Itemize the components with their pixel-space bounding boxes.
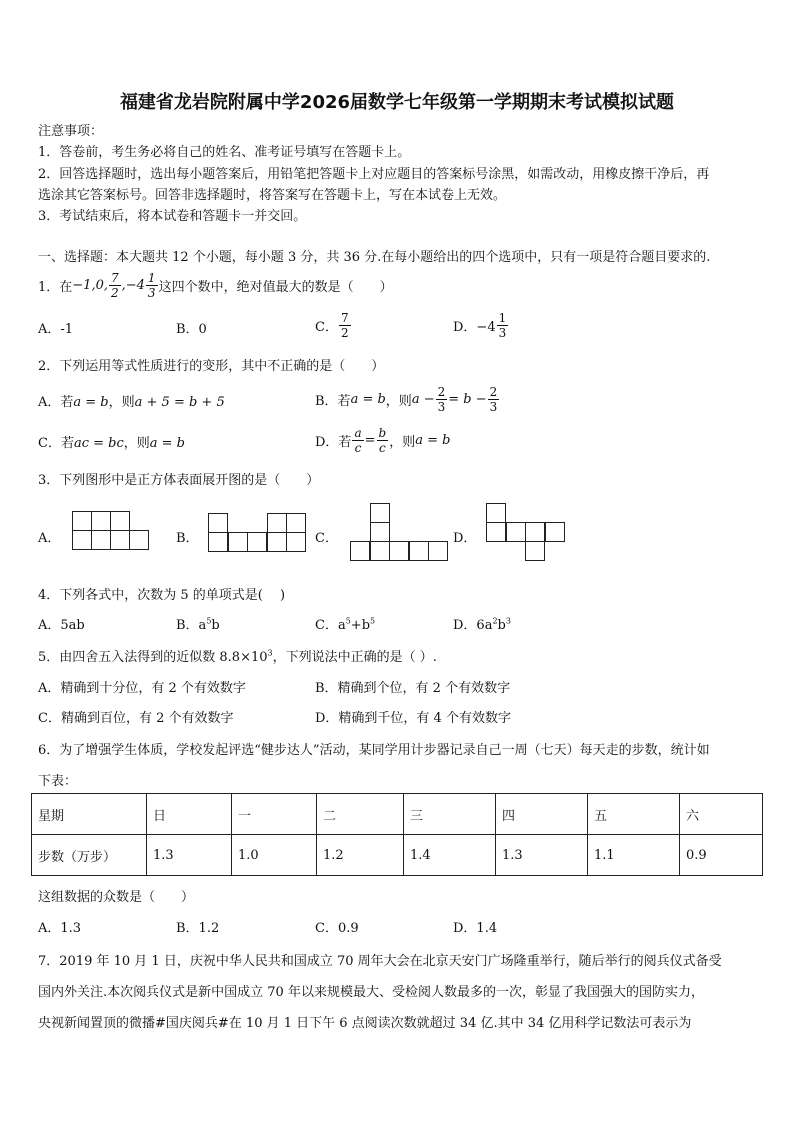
table-cell: 星期 (32, 794, 147, 835)
q4-option-c: C．$a^5+b^5$ (315, 616, 376, 633)
q5-option-b: B．精确到个位，有 2 个有效数字 (315, 681, 511, 696)
question-6-question: 这组数据的众数是（ ） (38, 890, 195, 905)
q2-option-c: C．若ac = bc，则a = b (38, 436, 185, 451)
table-header-row (32, 794, 763, 835)
table-cell: 1.2 (317, 835, 404, 876)
table-cell: 二 (317, 794, 404, 835)
q3-option-a: A． (38, 531, 61, 546)
steps-table (31, 793, 763, 876)
question-4-stem: 4．下列各式中，次数为 5 的单项式是( ) (38, 588, 286, 603)
question-2-stem: 2．下列运用等式性质进行的变形，其中不正确的是（ ） (38, 359, 385, 374)
question-6-stem: 6．为了增强学生体质，学校发起评选“健步达人”活动，某同学用计步器记录自己一周（七天）每天走的步数，统计如 (38, 743, 710, 758)
table-cell: 六 (680, 794, 763, 835)
q5-option-c: C．精确到百位，有 2 个有效数字 (38, 711, 234, 726)
question-3-stem: 3．下列图形中是正方体表面展开图的是（ ） (38, 473, 320, 488)
table-row (32, 835, 763, 876)
table-cell: 五 (588, 794, 680, 835)
q3-option-d: D． (453, 531, 477, 546)
q5-option-a: A．精确到十分位，有 2 个有效数字 (38, 681, 246, 696)
table-cell: 1.0 (232, 835, 317, 876)
q3-option-c: C． (315, 531, 338, 546)
table-cell: 1.3 (147, 835, 232, 876)
page-title: 福建省龙岩院附属中学2026届数学七年级第一学期期末考试模拟试题 (119, 92, 675, 113)
notice-item: 3．考试结束后，将本试卷和答题卡一并交回。 (38, 209, 307, 224)
q2-option-b: B．若 a = b ，则 a − $\frac{2}{3}$ = b − $\frac{2}{3}$ (315, 384, 498, 414)
q6-option-c: C．0.9 (315, 921, 359, 936)
q3-option-b: B． (176, 531, 199, 546)
notice-item: 1．答卷前，考生务必将自己的姓名、准考证号填写在答题卡上。 (38, 145, 411, 160)
question-7-stem: 7．2019 年 10 月 1 日，庆祝中华人民共和国成立 70 周年大会在北京天安门广场隆重举行，随后举行的阅兵仪式备受 (38, 954, 722, 969)
q4-option-a: A．5ab (38, 618, 85, 633)
q1-option-a: A．-1 (38, 322, 74, 337)
q4-option-b: B．$a^5b$ (176, 616, 220, 633)
table-cell: 三 (404, 794, 496, 835)
q2-option-a: A．若a = b，则a + 5 = b + 5 (38, 395, 225, 410)
question-7-stem-cont: 央视新闻置顶的微播#国庆阅兵#在 10 月 1 日下午 6 点阅读次数就超过 34 亿.其中 34 亿用科学记数法可表示为 (38, 1016, 692, 1031)
notice-item: 选涂其它答案标号。回答非选择题时，将答案写在答题卡上，写在本试卷上无效。 (38, 188, 507, 203)
q6-option-b: B．1.2 (176, 921, 220, 936)
q2-option-d: D．若 $\frac{a}{c}$ = $\frac{b}{c}$ ，则 a = b (315, 425, 451, 455)
table-cell: 一 (232, 794, 317, 835)
q1-option-b: B．0 (176, 322, 207, 337)
q4-option-d: D．$6a^2b^3$ (453, 616, 511, 633)
table-cell: 1.1 (588, 835, 680, 876)
q6-option-a: A．1.3 (38, 921, 82, 936)
table-cell: 日 (147, 794, 232, 835)
table-cell: 1.4 (404, 835, 496, 876)
question-1-stem: 1．在 −1,0, $\frac{7}{2}$ ,−4 $\frac{1}{3}$ 这四个数中，绝对值最大的数是（ ） (38, 270, 393, 300)
table-cell: 四 (496, 794, 588, 835)
notice-item: 2．回答选择题时，选出每小题答案后，用铅笔把答题卡上对应题目的答案标号涂黑，如需改动，用橡皮擦干净后，再 (38, 167, 710, 182)
q5-option-d: D．精确到千位，有 4 个有效数字 (315, 711, 511, 726)
table-cell: 0.9 (680, 835, 763, 876)
q1-option-d: D．−4 $\frac{1}{3}$ (453, 310, 507, 340)
notice-heading: 注意事项： (38, 124, 104, 139)
question-7-stem-cont: 国内外关注.本次阅兵仪式是新中国成立 70 年以来规模最大、受检阅人数最多的一次，彰显了我国强大的国防实力， (38, 985, 704, 1000)
question-6-stem-cont: 下表： (38, 774, 78, 789)
section-heading: 一、选择题：本大题共 12 个小题，每小题 3 分，共 36 分.在每小题给出的四个选项中，只有一项是符合题目要求的. (38, 250, 711, 265)
table-cell: 步数（万步） (32, 835, 147, 876)
table-cell: 1.3 (496, 835, 588, 876)
q1-option-c: C． $\frac{7}{2}$ (315, 310, 349, 340)
q6-option-d: D．1.4 (453, 921, 498, 936)
question-5-stem: 5．由四舍五入法得到的近似数 $8.8\times 10^3$，下列说法中正确的是（ ）. (38, 648, 437, 665)
